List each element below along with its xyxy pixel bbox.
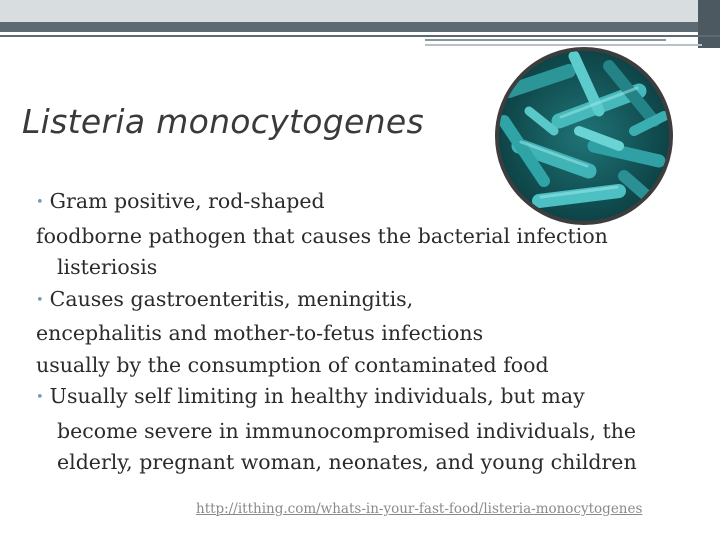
top-decor-band (0, 22, 720, 32)
slide-body (36, 186, 676, 479)
text-line: encephalitis and mother-to-fetus infections (36, 321, 484, 345)
text-line: elderly, pregnant woman, neonates, and young children (57, 450, 637, 474)
bullet-icon: • (36, 292, 44, 308)
text-line: usually by the consumption of contaminated food (36, 352, 549, 377)
bullet-item: • Usually self limiting in healthy individuals, but may (36, 384, 585, 408)
bullet-item: • Gram positive, rod-shaped (36, 189, 325, 213)
decor-line (425, 39, 666, 41)
text-line: listeriosis (57, 255, 158, 279)
bullet-item: • Causes gastroenteritis, meningitis, (36, 286, 414, 311)
corner-decor-block (698, 0, 720, 48)
top-decor-bar (0, 0, 720, 22)
slide-title: Listeria monocytogenes (22, 102, 424, 141)
text-line: foodborne pathogen that causes the bacterial infection (36, 223, 608, 248)
decor-line (425, 44, 702, 46)
bullet-icon: • (36, 390, 44, 405)
text-line: become severe in immunocompromised individuals, the (57, 418, 637, 443)
decor-line (0, 35, 720, 37)
bullet-icon: • (36, 195, 44, 210)
source-link[interactable]: http://itthing.com/whats-in-your-fast-food/listeria-monocytogenes (196, 501, 643, 517)
